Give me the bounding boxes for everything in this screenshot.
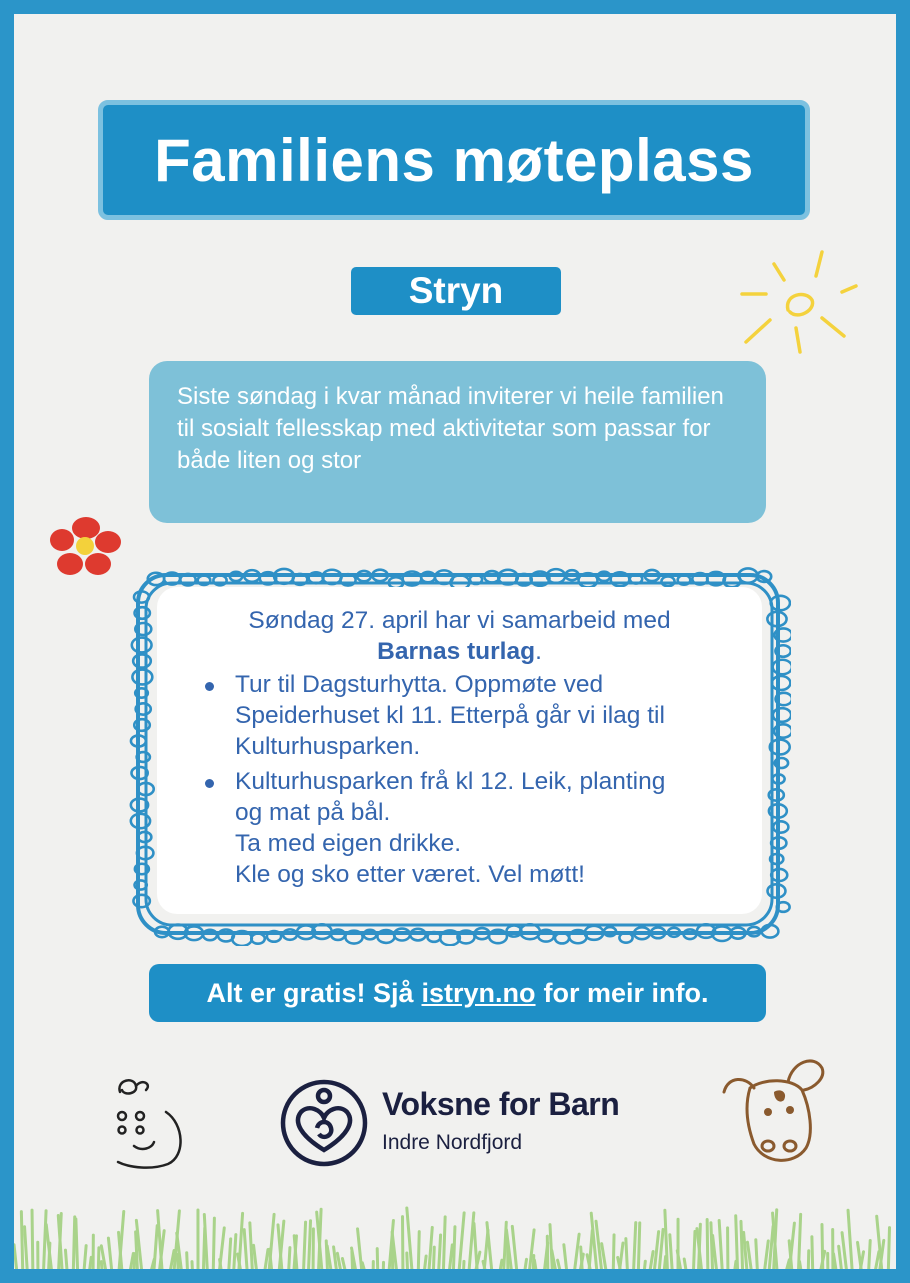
logo-name: Voksne for Barn — [382, 1086, 620, 1122]
event-lead-text: Søndag 27. april har vi samarbeid med — [248, 607, 671, 634]
logo-subtitle: Indre Nordfjord — [382, 1131, 523, 1154]
event-lead-end: . — [535, 638, 542, 665]
list-item — [235, 766, 738, 890]
item-line: Tur til Dagsturhytta. Oppmøte ved — [235, 671, 604, 698]
event-list — [181, 669, 738, 890]
logo-text — [382, 1086, 619, 1155]
bullet-icon — [205, 779, 214, 788]
heart-person-icon — [279, 1078, 369, 1168]
flower-icon — [48, 514, 124, 580]
place-label: Stryn — [408, 270, 504, 311]
cow-doodle-icon — [714, 1048, 834, 1178]
title-banner — [98, 100, 810, 220]
banner-suffix: for meir info. — [543, 977, 709, 1008]
voksne-for-barn-logo — [279, 1074, 639, 1174]
item-line: Speiderhuset kl 11. Etterpå går vi ilag til — [235, 702, 665, 729]
event-info-box — [157, 587, 762, 914]
grass-decoration — [14, 1202, 896, 1283]
event-lead — [181, 605, 738, 667]
place-badge — [351, 267, 561, 315]
banner-prefix: Alt er gratis! Sjå — [206, 977, 414, 1008]
footer-banner — [149, 964, 766, 1022]
intro-text: Siste søndag i kvar månad inviterer vi heile familien til sosialt fellesskap med aktivitetar som passar for både liten og stor — [177, 383, 724, 474]
event-partner: Barnas turlag — [377, 638, 536, 665]
item-line: Kulturhusparken. — [235, 733, 421, 760]
item-line: Ta med eigen drikke. — [235, 830, 462, 857]
intro-box — [149, 361, 766, 523]
bullet-icon — [205, 682, 214, 691]
face-doodle-icon — [106, 1072, 196, 1172]
page-title: Familiens møteplass — [154, 126, 754, 194]
istryn-link[interactable]: istryn.no — [421, 977, 536, 1008]
item-line: Kle og sko etter været. Vel møtt! — [235, 861, 585, 888]
item-line: Kulturhusparken frå kl 12. Leik, planting — [235, 768, 666, 795]
item-line: og mat på bål. — [235, 799, 391, 826]
list-item — [235, 669, 738, 762]
sun-icon — [726, 232, 876, 362]
